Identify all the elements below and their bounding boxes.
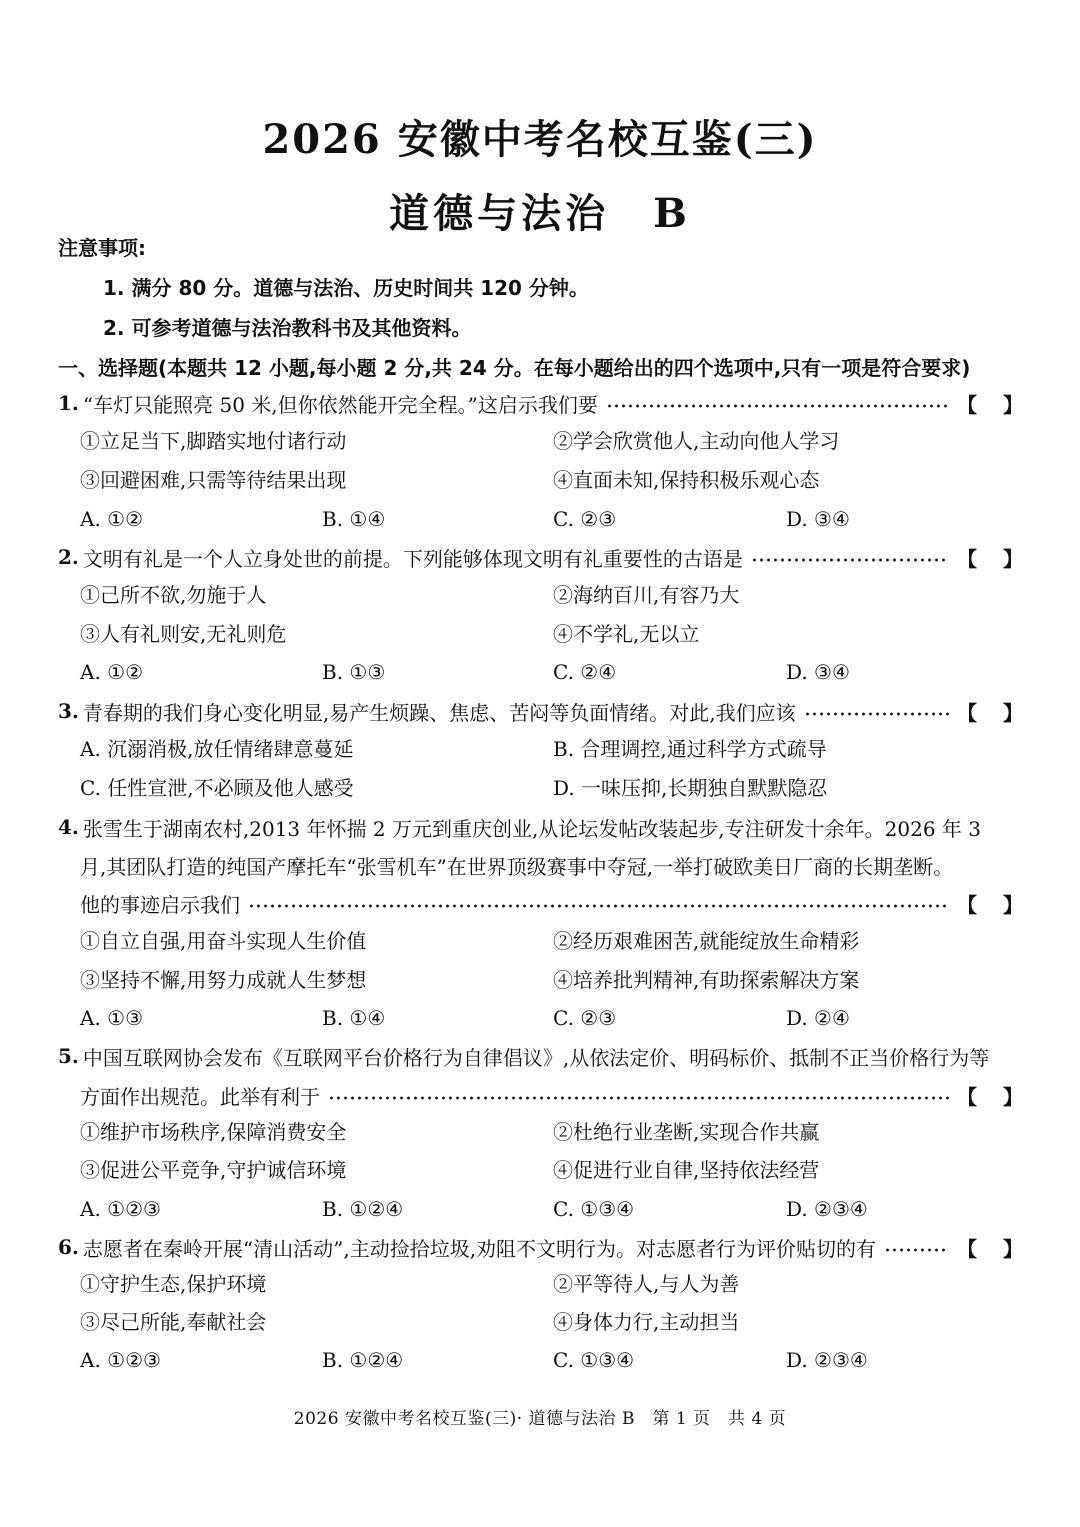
answer-bracket: 【 】 xyxy=(957,1236,1023,1261)
statement: ①立足当下,脚踏实地付诸行动 xyxy=(80,429,347,453)
answer-bracket: 【 】 xyxy=(957,892,1023,917)
answer-choice: B. 合理调控,通过科学方式疏导 xyxy=(553,737,827,761)
question-text: 青春期的我们身心变化明显,易产生烦躁、焦虑、苦闷等负面情绪。对此,我们应该 xyxy=(82,700,796,725)
question-stem xyxy=(58,1041,1023,1071)
subject-title: 道德与法治 B xyxy=(389,190,691,237)
statement: ①自立自强,用奋斗实现人生价值 xyxy=(80,929,367,953)
answer-choice: B. ①②④ xyxy=(322,1348,404,1372)
question-stem xyxy=(58,542,1023,572)
statement: ③人有礼则安,无礼则危 xyxy=(80,622,287,646)
question-text: 中国互联网协会发布《互联网平台价格行为自律倡议》,从依法定价、明码标价、抵制不正当价格行为等 xyxy=(82,1045,990,1070)
notice-item: 1. 满分 80 分。道德与法治、历史时间共 120 分钟。 xyxy=(103,276,589,300)
answer-choice: C. ①③④ xyxy=(553,1197,635,1221)
leader-dots xyxy=(804,712,949,716)
notice-item: 2. 可参考道德与法治教科书及其他资料。 xyxy=(103,316,472,340)
question-text: 志愿者在秦岭开展“清山活动”,主动捡拾垃圾,劝阻不文明行为。对志愿者行为评价贴切的有 xyxy=(82,1236,877,1261)
question-text: “车灯只能照亮 50 米,但你依然能开完全程。”这启示我们要 xyxy=(82,392,598,417)
statement: ②平等待人,与人为善 xyxy=(553,1272,740,1296)
answer-bracket: 【 】 xyxy=(957,1084,1023,1109)
answer-choice: D. ②③④ xyxy=(786,1348,868,1372)
answer-choice: C. 任性宣泄,不必顾及他人感受 xyxy=(80,776,354,800)
answer-choice: B. ①③ xyxy=(322,660,386,684)
question-text: 文明有礼是一个人立身处世的前提。下列能够体现文明有礼重要性的古语是 xyxy=(82,546,743,571)
answer-choice: B. ①④ xyxy=(322,1006,386,1030)
statement: ④直面未知,保持积极乐观心态 xyxy=(553,468,820,492)
answer-choice: B. ①④ xyxy=(322,507,386,531)
question-text: 张雪生于湖南农村,2013 年怀揣 2 万元到重庆创业,从论坛发帖改装起步,专注研发十余年。2026 年 3 xyxy=(82,816,981,841)
statement: ③尽己所能,奉献社会 xyxy=(80,1310,267,1334)
question-stem xyxy=(58,696,1023,726)
answer-bracket: 【 】 xyxy=(957,546,1023,571)
question-text-line xyxy=(80,888,1023,918)
answer-choice: C. ②④ xyxy=(553,660,617,684)
statement: ①守护生态,保护环境 xyxy=(80,1272,267,1296)
question-text-line xyxy=(80,850,1023,880)
statement: ③坚持不懈,用努力成就人生梦想 xyxy=(80,968,367,992)
notice-heading: 注意事项: xyxy=(58,236,146,260)
statement: ③回避困难,只需等待结果出现 xyxy=(80,468,347,492)
statement: ④身体力行,主动担当 xyxy=(553,1310,740,1334)
leader-dots xyxy=(248,904,949,908)
answer-choice: D. ②④ xyxy=(786,1006,850,1030)
statement: ②海纳百川,有容乃大 xyxy=(553,583,740,607)
question-stem xyxy=(58,1232,1023,1262)
section-heading: 一、选择题(本题共 12 小题,每小题 2 分,共 24 分。在每小题给出的四个选项中,只有一项是符合要求) xyxy=(58,356,971,380)
page-footer: 2026 安徽中考名校互鉴(三)· 道德与法治 B 第 1 页 共 4 页 xyxy=(293,1409,787,1429)
answer-choice: A. ①② xyxy=(80,507,144,531)
answer-choice: A. ①②③ xyxy=(80,1197,161,1221)
statement: ④不学礼,无以立 xyxy=(553,622,700,646)
answer-choice: D. ②③④ xyxy=(786,1197,868,1221)
exam-title: 2026 安徽中考名校互鉴(三) xyxy=(262,116,818,163)
question-stem xyxy=(58,812,1023,842)
question-stem xyxy=(58,388,1023,418)
question-number: 3. xyxy=(58,699,79,723)
answer-bracket: 【 】 xyxy=(957,700,1023,725)
answer-choice: C. ②③ xyxy=(553,1006,617,1030)
statement: ④培养批判精神,有助探索解决方案 xyxy=(553,968,860,992)
question-number: 2. xyxy=(58,545,79,569)
question-number: 6. xyxy=(58,1235,79,1259)
answer-choice: D. ③④ xyxy=(786,660,850,684)
answer-choice: C. ②③ xyxy=(553,507,617,531)
question-text-line xyxy=(80,1080,1023,1110)
answer-choice: A. 沉溺消极,放任情绪肆意蔓延 xyxy=(80,737,354,761)
statement: ①维护市场秩序,保障消费安全 xyxy=(80,1120,347,1144)
answer-bracket: 【 】 xyxy=(957,392,1023,417)
question-number: 1. xyxy=(58,391,79,415)
answer-choice: A. ①②③ xyxy=(80,1348,161,1372)
answer-choice: A. ①② xyxy=(80,660,144,684)
answer-choice: D. 一味压抑,长期独自默默隐忍 xyxy=(553,776,828,800)
question-text: 他的事迹启示我们 xyxy=(80,892,240,917)
leader-dots xyxy=(884,1248,949,1252)
answer-choice: A. ①③ xyxy=(80,1006,144,1030)
question-number: 4. xyxy=(58,815,79,839)
statement: ①己所不欲,勿施于人 xyxy=(80,583,267,607)
question-text: 方面作出规范。此举有利于 xyxy=(80,1084,320,1109)
answer-choice: C. ①③④ xyxy=(553,1348,635,1372)
question-number: 5. xyxy=(58,1044,79,1068)
statement: ②学会欣赏他人,主动向他人学习 xyxy=(553,429,840,453)
question-text: 月,其团队打造的纯国产摩托车“张雪机车”在世界顶级赛事中夺冠,一举打破欧美日厂商的长期垄断。 xyxy=(80,854,954,879)
statement: ②杜绝行业垄断,实现合作共赢 xyxy=(553,1120,820,1144)
answer-choice: B. ①②④ xyxy=(322,1197,404,1221)
leader-dots xyxy=(606,404,949,408)
statement: ③促进公平竞争,守护诚信环境 xyxy=(80,1158,347,1182)
answer-choice: D. ③④ xyxy=(786,507,850,531)
leader-dots xyxy=(751,558,949,562)
statement: ④促进行业自律,坚持依法经营 xyxy=(553,1158,820,1182)
leader-dots xyxy=(328,1096,949,1100)
statement: ②经历艰难困苦,就能绽放生命精彩 xyxy=(553,929,860,953)
